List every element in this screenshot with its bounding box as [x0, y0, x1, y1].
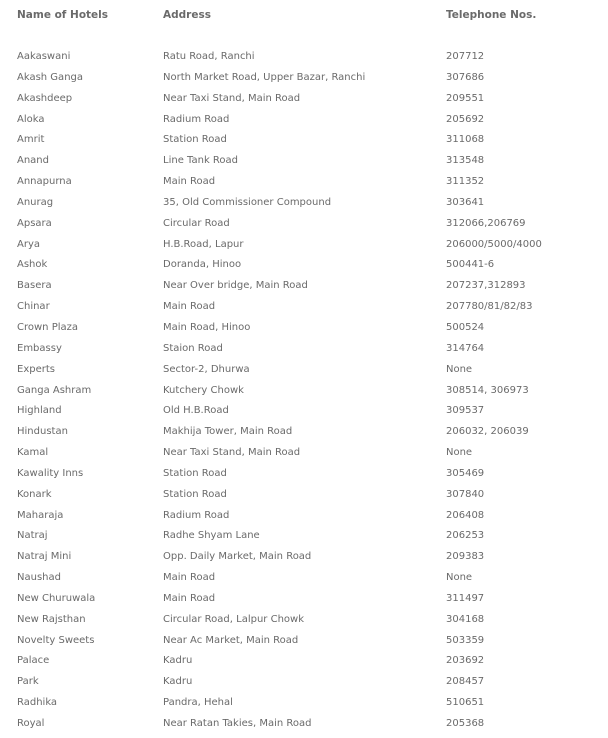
hotel-name-cell: Anand: [17, 155, 49, 167]
table-row: [0, 363, 608, 384]
address-cell: Near Ratan Takies, Main Road: [163, 718, 312, 729]
address-cell: Kutchery Chowk: [163, 384, 244, 396]
telephone-cell: 206253: [446, 530, 485, 542]
table-row: [0, 92, 608, 113]
table-row: [0, 571, 608, 592]
table-row: [0, 425, 608, 446]
table-row: [0, 175, 608, 196]
hotel-name-cell: Park: [17, 676, 39, 688]
table-row: [0, 613, 608, 634]
table-row: [0, 467, 608, 488]
address-cell: Near Ac Market, Main Road: [163, 634, 299, 646]
address-cell: Station Road: [163, 467, 227, 479]
table-row: [0, 300, 608, 321]
table-row: [0, 446, 608, 467]
table-row: [0, 133, 608, 154]
telephone-cell: 207712: [446, 51, 485, 62]
header-address: Address: [163, 9, 211, 21]
telephone-cell: 208457: [446, 676, 485, 688]
address-cell: Circular Road: [163, 217, 230, 229]
hotel-name-cell: Basera: [17, 280, 52, 292]
telephone-cell: 510651: [446, 697, 485, 709]
telephone-cell: 207780/81/82/83: [446, 301, 533, 313]
address-cell: Pandra, Hehal: [163, 697, 233, 709]
table-row: [0, 529, 608, 550]
hotel-name-cell: Kawality Inns: [17, 467, 84, 479]
address-cell: Near Over bridge, Main Road: [163, 280, 308, 292]
telephone-cell: 206408: [446, 509, 485, 521]
table-row: [0, 217, 608, 238]
address-cell: Staion Road: [163, 342, 223, 354]
table-row: [0, 50, 608, 71]
hotel-name-cell: Konark: [17, 488, 52, 500]
hotel-name-cell: Apsara: [17, 217, 52, 229]
hotel-name-cell: Experts: [17, 363, 55, 375]
hotel-name-cell: Embassy: [17, 342, 62, 354]
telephone-cell: 314764: [446, 342, 485, 354]
address-cell: Old H.B.Road: [163, 405, 229, 417]
table-row: [0, 71, 608, 92]
table-row: [0, 696, 608, 717]
address-cell: Main Road: [163, 176, 216, 188]
telephone-cell: 209383: [446, 551, 485, 563]
telephone-cell: None: [446, 572, 473, 584]
telephone-cell: 205368: [446, 718, 485, 729]
table-row: [0, 488, 608, 509]
telephone-cell: 309537: [446, 405, 485, 417]
address-cell: Opp. Daily Market, Main Road: [163, 551, 312, 563]
table-header: [0, 9, 608, 23]
telephone-cell: 311068: [446, 134, 485, 146]
hotel-name-cell: Aakaswani: [17, 51, 71, 62]
hotel-name-cell: Anurag: [17, 196, 54, 208]
hotel-name-cell: Natraj: [17, 530, 48, 542]
telephone-cell: 311497: [446, 592, 485, 604]
telephone-cell: 308514, 306973: [446, 384, 529, 396]
hotel-name-cell: Aloka: [17, 113, 45, 125]
table-row: [0, 675, 608, 696]
hotel-name-cell: Naushad: [17, 572, 61, 584]
address-cell: North Market Road, Upper Bazar, Ranchi: [163, 71, 366, 83]
address-cell: Main Road, Hinoo: [163, 321, 251, 333]
table-body: [0, 50, 608, 738]
hotel-name-cell: Crown Plaza: [17, 321, 79, 333]
hotel-name-cell: Chinar: [17, 301, 50, 313]
hotel-name-cell: New Churuwala: [17, 592, 96, 604]
address-cell: Station Road: [163, 488, 227, 500]
telephone-cell: 307686: [446, 71, 485, 83]
address-cell: Radium Road: [163, 509, 230, 521]
telephone-cell: 209551: [446, 92, 485, 104]
table-row: [0, 654, 608, 675]
address-cell: Circular Road, Lalpur Chowk: [163, 613, 304, 625]
telephone-cell: 305469: [446, 467, 485, 479]
telephone-cell: None: [446, 447, 473, 459]
address-cell: Radium Road: [163, 113, 230, 125]
address-cell: Near Taxi Stand, Main Road: [163, 447, 301, 459]
address-cell: Ratu Road, Ranchi: [163, 51, 255, 62]
telephone-cell: 206000/5000/4000: [446, 238, 542, 250]
address-cell: Makhija Tower, Main Road: [163, 426, 293, 438]
telephone-cell: 307840: [446, 488, 485, 500]
hotel-name-cell: Highland: [17, 405, 62, 417]
telephone-cell: 500441-6: [446, 259, 495, 271]
address-cell: 35, Old Commissioner Compound: [163, 196, 332, 208]
hotel-name-cell: Akashdeep: [17, 92, 73, 104]
telephone-cell: 313548: [446, 155, 485, 167]
hotel-name-cell: Radhika: [17, 697, 58, 709]
address-cell: Near Taxi Stand, Main Road: [163, 92, 301, 104]
address-cell: Kadru: [163, 676, 193, 688]
telephone-cell: 311352: [446, 176, 485, 188]
telephone-cell: 304168: [446, 613, 485, 625]
table-row: [0, 550, 608, 571]
hotel-name-cell: Novelty Sweets: [17, 634, 95, 646]
address-cell: Radhe Shyam Lane: [163, 530, 260, 542]
telephone-cell: 503359: [446, 634, 485, 646]
telephone-cell: 206032, 206039: [446, 426, 529, 438]
address-cell: Line Tank Road: [163, 155, 238, 167]
table-row: [0, 196, 608, 217]
telephone-cell: 205692: [446, 113, 485, 125]
table-row: [0, 113, 608, 134]
hotel-name-cell: Kamal: [17, 447, 49, 459]
telephone-cell: 207237,312893: [446, 280, 526, 292]
address-cell: Main Road: [163, 301, 216, 313]
table-row: [0, 321, 608, 342]
table-row: [0, 592, 608, 613]
telephone-cell: 303641: [446, 196, 485, 208]
telephone-cell: 500524: [446, 321, 485, 333]
telephone-cell: 203692: [446, 655, 485, 667]
hotel-name-cell: Palace: [17, 655, 50, 667]
table-row: [0, 404, 608, 425]
table-row: [0, 717, 608, 738]
address-cell: H.B.Road, Lapur: [163, 238, 244, 250]
address-cell: Station Road: [163, 134, 227, 146]
header-telephone: Telephone Nos.: [446, 9, 537, 21]
hotel-name-cell: Royal: [17, 718, 45, 729]
address-cell: Sector-2, Dhurwa: [163, 363, 250, 375]
header-name-of-hotels: Name of Hotels: [17, 9, 109, 21]
telephone-cell: None: [446, 363, 473, 375]
table-row: [0, 509, 608, 530]
table-row: [0, 384, 608, 405]
address-cell: Main Road: [163, 592, 216, 604]
hotel-name-cell: Ashok: [17, 259, 48, 271]
table-row: [0, 258, 608, 279]
hotel-name-cell: Amrit: [17, 134, 45, 146]
hotel-name-cell: Ganga Ashram: [17, 384, 92, 396]
hotel-name-cell: Arya: [17, 238, 40, 250]
table-row: [0, 634, 608, 655]
hotel-name-cell: Natraj Mini: [17, 551, 72, 563]
address-cell: Main Road: [163, 572, 216, 584]
table-row: [0, 238, 608, 259]
table-row: [0, 342, 608, 363]
hotel-name-cell: Annapurna: [17, 176, 72, 188]
table-row: [0, 279, 608, 300]
hotel-name-cell: Maharaja: [17, 509, 64, 521]
address-cell: Kadru: [163, 655, 193, 667]
hotel-name-cell: New Rajsthan: [17, 613, 86, 625]
hotel-name-cell: Akash Ganga: [17, 71, 84, 83]
telephone-cell: 312066,206769: [446, 217, 526, 229]
address-cell: Doranda, Hinoo: [163, 259, 242, 271]
table-row: [0, 154, 608, 175]
hotel-name-cell: Hindustan: [17, 426, 68, 438]
